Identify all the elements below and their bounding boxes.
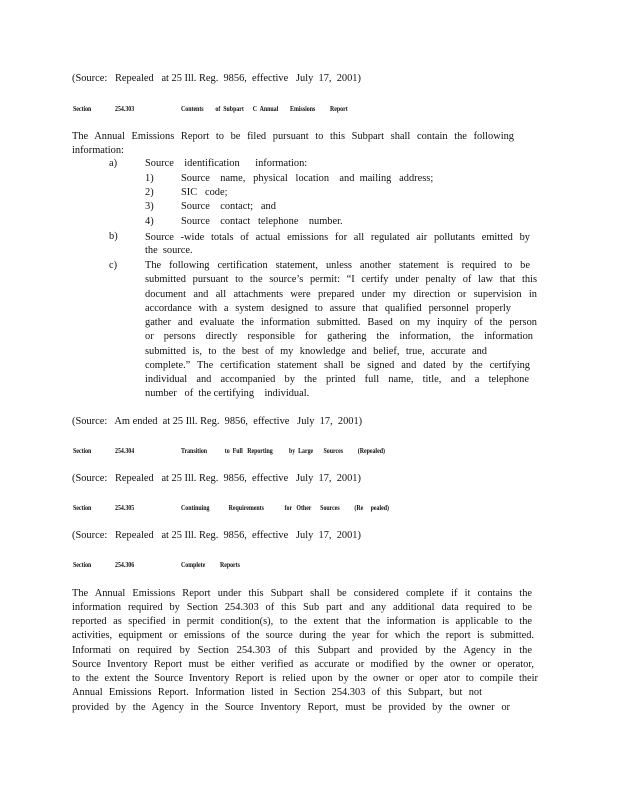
source-note: (Source: Repealed at 25 Ill. Reg. 9856, effective July 17, 2001)	[72, 73, 361, 84]
sub-item-text: SIC code;	[181, 187, 228, 198]
list-item-text: gather and evaluate the information submitted. Based on my inquiry of the person	[145, 317, 537, 328]
sub-marker: 1)	[145, 173, 154, 184]
paragraph-line: information required by Section 254.303 of this Sub part and any additional data required to be	[72, 602, 532, 613]
paragraph-line: provided by the Agency in the Source Inventory Report, must be provided by the owner or	[72, 702, 510, 713]
source-note: (Source: Am ended at 25 Ill. Reg. 9856, effective July 17, 2001)	[72, 416, 363, 427]
list-item-text: submitted pursuant to the source’s permit: “I certify under penalty of law that this	[145, 274, 537, 285]
sub-marker: 2)	[145, 187, 154, 198]
intro-line: The Annual Emissions Report to be filed pursuant to this Subpart shall contain the following	[72, 131, 514, 142]
section-label: Section	[73, 105, 92, 113]
sub-item-text: Source name, physical location and mailing address;	[181, 173, 434, 184]
section-title: Contents of Subpart C Annual Emissions Report	[181, 105, 348, 113]
paragraph-line: activities, equipment or emissions of the source during the year for which the report is submitted.	[72, 630, 534, 641]
paragraph-line: Annual Emissions Report. Information listed in Section 254.303 of this Subpart, but not	[72, 687, 482, 698]
paragraph-line: Informati on required by Section 254.303 of this Subpart and provided by the Agency in the	[72, 645, 532, 656]
sub-marker: 4)	[145, 216, 154, 227]
source-note: (Source: Repealed at 25 Ill. Reg. 9856, effective July 17, 2001)	[72, 473, 361, 484]
list-item-text: or persons directly responsible for gathering the information, the information	[145, 331, 533, 342]
list-marker: b)	[109, 231, 118, 242]
paragraph-line: Source Inventory Report must be either verified as accurate or modified by the owner or operator,	[72, 659, 534, 670]
section-number: 254.306	[115, 561, 135, 569]
list-item-text: Source -wide totals of actual emissions for all regulated air pollutants emitted by	[145, 232, 530, 243]
list-item-text: number of the certifying individual.	[145, 388, 310, 399]
section-title: Transition to Full Reporting by Large Sources (Repealed)	[181, 447, 385, 455]
section-label: Section	[73, 561, 92, 569]
list-marker: a)	[109, 158, 118, 169]
list-item-text: submitted is, to the best of my knowledge and belief, true, accurate and	[145, 346, 487, 357]
paragraph-line: reported as specified in permit condition(s), to the extent that the information is applicable to the	[72, 616, 532, 627]
list-item-text: complete.” The certification statement shall be signed and dated by the certifying	[145, 360, 530, 371]
sub-marker: 3)	[145, 201, 154, 212]
paragraph-line: to the extent the Source Inventory Report is relied upon by the owner or oper ator to compile their	[72, 673, 538, 684]
list-item-text: individual and accompanied by the printed full name, title, and a telephone	[145, 374, 529, 385]
sub-item-text: Source contact; and	[181, 201, 276, 212]
section-number: 254.305	[115, 504, 135, 512]
section-number: 254.303	[115, 105, 135, 113]
section-label: Section	[73, 447, 92, 455]
list-marker: c)	[109, 260, 118, 271]
intro-line: information:	[72, 145, 124, 156]
section-number: 254.304	[115, 447, 135, 455]
list-item-text: the source.	[145, 245, 193, 256]
list-item-text: document and all attachments were prepared under my direction or supervision in	[145, 289, 537, 300]
list-item-text: The following certification statement, unless another statement is required to be	[145, 260, 530, 271]
section-title: Continuing Requirements for Other Sources (Re pealed)	[181, 504, 389, 512]
sub-item-text: Source contact telephone number.	[181, 216, 343, 227]
section-title: Complete Reports	[181, 561, 240, 569]
section-label: Section	[73, 504, 92, 512]
list-item-text: accordance with a system designed to assure that qualified personnel properly	[145, 303, 511, 314]
list-item-text: Source identification information:	[145, 158, 308, 169]
source-note: (Source: Repealed at 25 Ill. Reg. 9856, effective July 17, 2001)	[72, 530, 361, 541]
paragraph-line: The Annual Emissions Report under this Subpart shall be considered complete if it contains the	[72, 588, 532, 599]
